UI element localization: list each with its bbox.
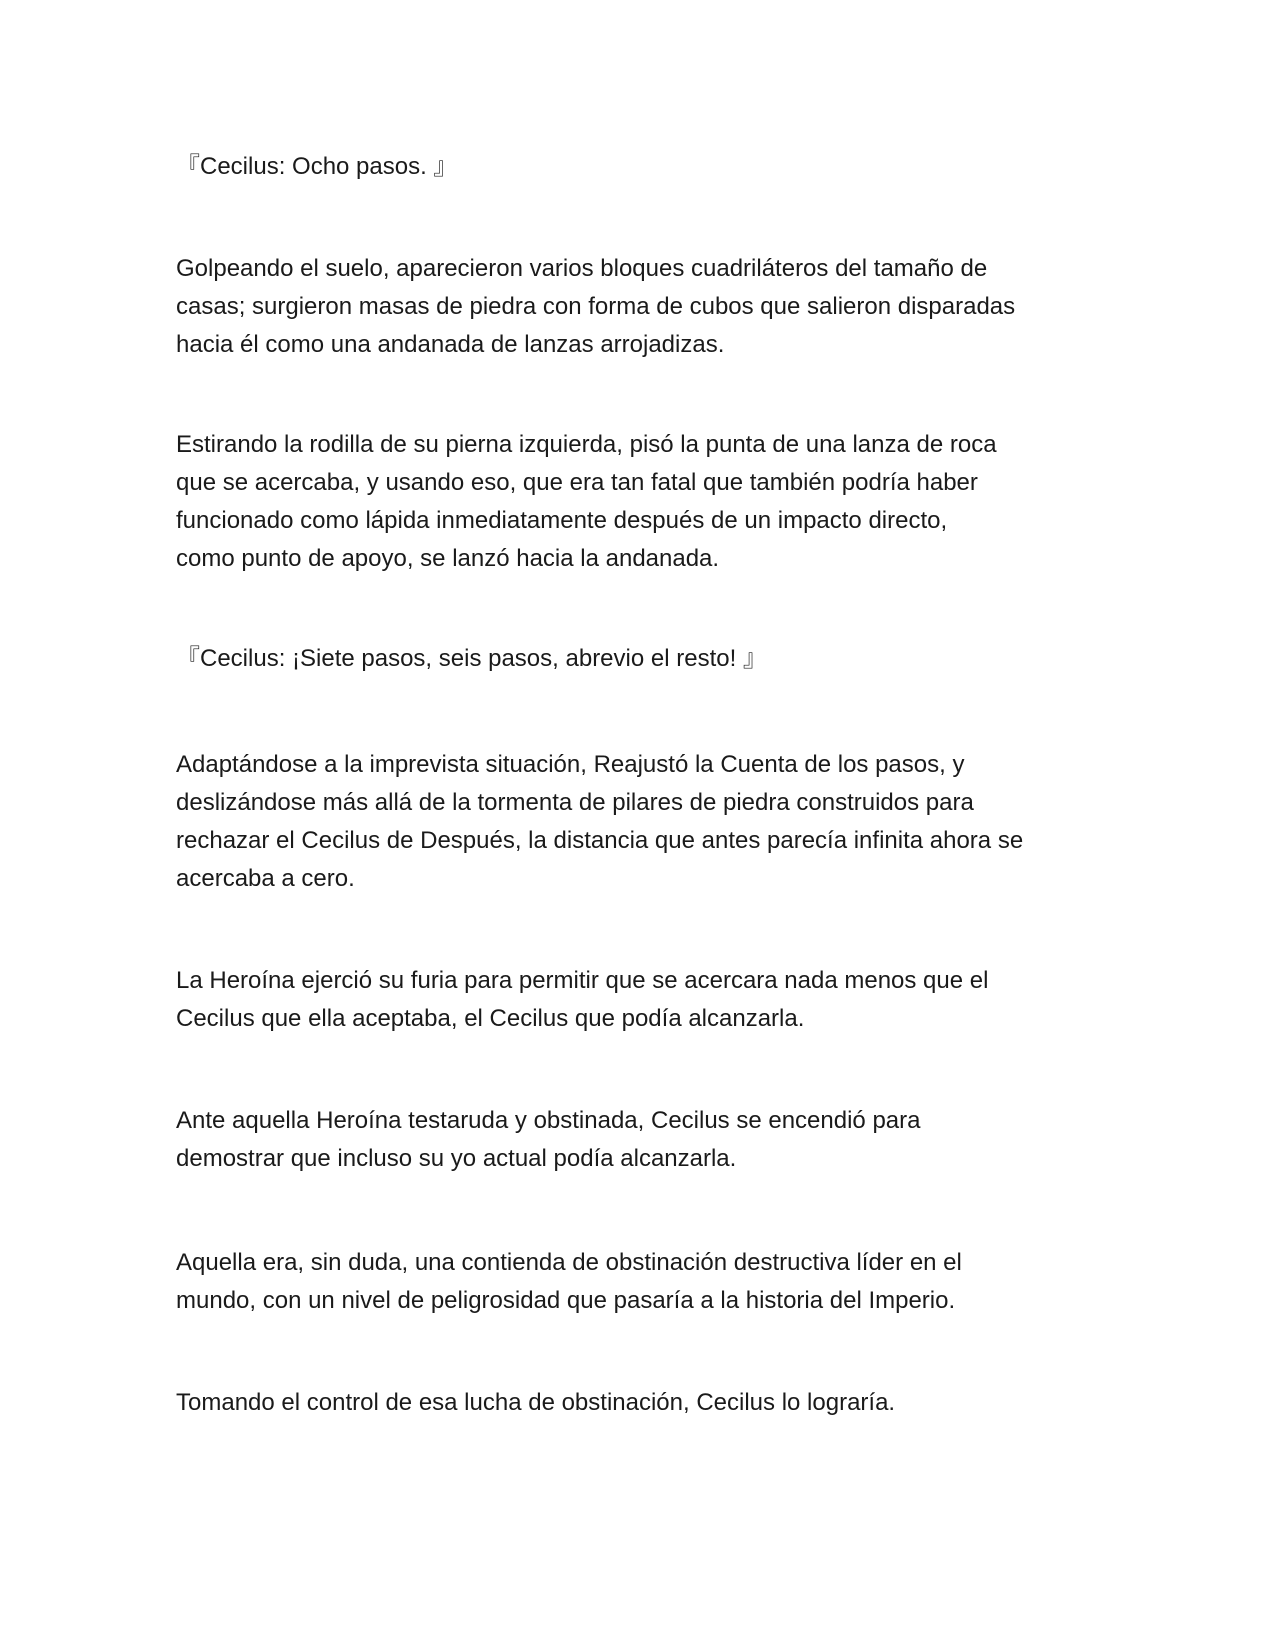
paragraph-5 — [176, 746, 1106, 898]
text-line: Adaptándose a la imprevista situación, Reajustó la Cuenta de los pasos, y — [176, 751, 965, 778]
paragraph-3 — [176, 426, 1106, 578]
text-line: que se acercaba, y usando eso, que era tan fatal que también podría haber — [176, 469, 978, 496]
text-line: casas; surgieron masas de piedra con forma de cubos que salieron disparadas — [176, 293, 1016, 320]
text-line: Aquella era, sin duda, una contienda de obstinación destructiva líder en el — [176, 1249, 962, 1276]
paragraph-2 — [176, 250, 1106, 364]
text-line: Ante aquella Heroína testaruda y obstinada, Cecilus se encendió para — [176, 1107, 921, 1134]
text-line: deslizándose más allá de la tormenta de pilares de piedra construidos para — [176, 789, 974, 816]
text-line: demostrar que incluso su yo actual podía alcanzarla. — [176, 1145, 737, 1172]
paragraph-7 — [176, 1102, 1106, 1178]
text-line: La Heroína ejerció su furia para permitir que se acercara nada menos que el — [176, 967, 989, 994]
text-line: Tomando el control de esa lucha de obstinación, Cecilus lo lograría. — [176, 1389, 896, 1416]
text-line: rechazar el Cecilus de Después, la distancia que antes parecía infinita ahora se — [176, 827, 1024, 854]
dialogue-line-2 — [176, 640, 1106, 678]
text-line: 『Cecilus: ¡Siete pasos, seis pasos, abrevio el resto! 』 — [176, 645, 767, 672]
text-line: funcionado como lápida inmediatamente después de un impacto directo, — [176, 507, 948, 534]
text-line: acercaba a cero. — [176, 865, 355, 892]
dialogue-line-1 — [176, 148, 1106, 186]
text-line: 『Cecilus: Ocho pasos. 』 — [176, 153, 458, 180]
text-line: Cecilus que ella aceptaba, el Cecilus que podía alcanzarla. — [176, 1005, 805, 1032]
text-line: como punto de apoyo, se lanzó hacia la andanada. — [176, 545, 720, 572]
text-line: mundo, con un nivel de peligrosidad que pasaría a la historia del Imperio. — [176, 1287, 956, 1314]
paragraph-9 — [176, 1384, 1106, 1422]
text-line: Golpeando el suelo, aparecieron varios bloques cuadriláteros del tamaño de — [176, 255, 988, 282]
paragraph-8 — [176, 1244, 1106, 1320]
paragraph-6 — [176, 962, 1106, 1038]
text-line: Estirando la rodilla de su pierna izquierda, pisó la punta de una lanza de roca — [176, 431, 997, 458]
text-line: hacia él como una andanada de lanzas arrojadizas. — [176, 331, 725, 358]
